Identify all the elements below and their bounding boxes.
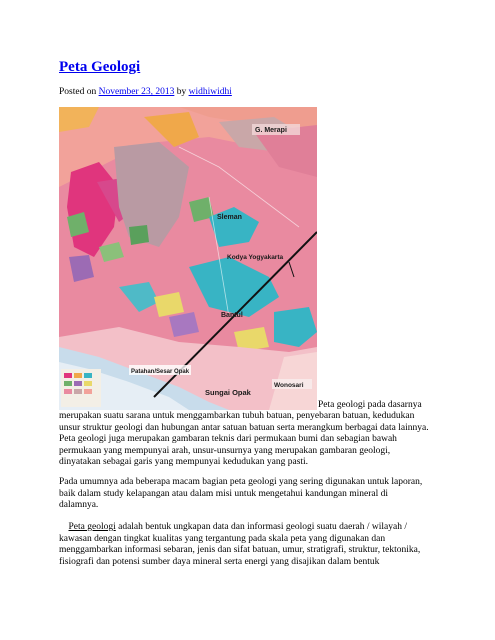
geologic-map-image [59,107,317,410]
peta-geologi-link[interactable]: Peta geologi [68,522,116,532]
map-label-bantul: Bantul [221,312,243,319]
post-title [59,57,140,77]
paragraph-2 [59,477,439,512]
author-link[interactable]: widhiwidhi [188,87,232,97]
paragraph-1-line: dinyatakan sebagai garis yang mempunyai kedudukan yang pasti. [59,457,309,468]
paragraph-3-line: menggambarkan informasi sebaran, jenis dan sifat batuan, umur, stratigrafi, struktur, tektonika, [59,545,421,556]
posted-on-label: Posted on [59,87,97,97]
map-label-wonosari: Wonosari [274,382,304,389]
paragraph-1-line: unsur struktur geologi dan hubungan antar satuan batuan serta merangkum berbagai data lainnya. [59,422,429,433]
paragraph-2-line: Pada umumnya ada beberapa macam bagian peta geologi yang sering digunakan untuk laporan, [59,477,423,487]
paragraph-1 [59,411,439,469]
map-label-fault: Patahan/Sesar Opak [131,369,190,375]
by-label: by [176,87,187,97]
post-meta [59,86,232,98]
map-label-merapi: G. Merapi [255,127,287,134]
paragraph-2-line: baik dalam study kelapangan atau dalam misi untuk mengetahui kandungan mineral di [59,488,388,499]
paragraph-1-line: permukaan yang mempunyai arah, unsur-unsurnya yang merupakan gambaran geologi, [59,445,391,456]
paragraph-2-line: dalamnya. [59,500,99,511]
paragraph-1-line: merupakan suatu sarana untuk menggambarkan tubuh batuan, penyebaran batuan, kedudukan [59,411,415,421]
paragraph-3-line: fisiografi dan potensi sumber daya mineral serta energi yang disajikan dalam bentuk [59,556,380,567]
map-label-yogyakarta: Kodya Yogyakarta [227,254,284,261]
paragraph-1-line: Peta geologi juga merupakan gambaran teknis dari permukaan bumi dan sebagian bawah [59,434,397,445]
paragraph-1-lead: Peta geologi pada dasarnya [318,400,422,410]
paragraph-3-line: kawasan dengan tingkat kualitas yang tergantung pada skala peta yang digunakan dan [59,533,386,544]
map-label-sleman: Sleman [217,214,242,221]
paragraph-3-line1-rest: adalah bentuk ungkapan data dan informasi geologi suatu daerah / wilayah / [115,522,407,532]
post-title-link[interactable]: Peta Geologi [59,59,141,75]
post-date-link[interactable]: November 23, 2013 [98,87,175,97]
paragraph-3-line [59,522,439,534]
map-label-river: Sungai Opak [205,388,251,397]
paragraph-3 [59,522,439,568]
